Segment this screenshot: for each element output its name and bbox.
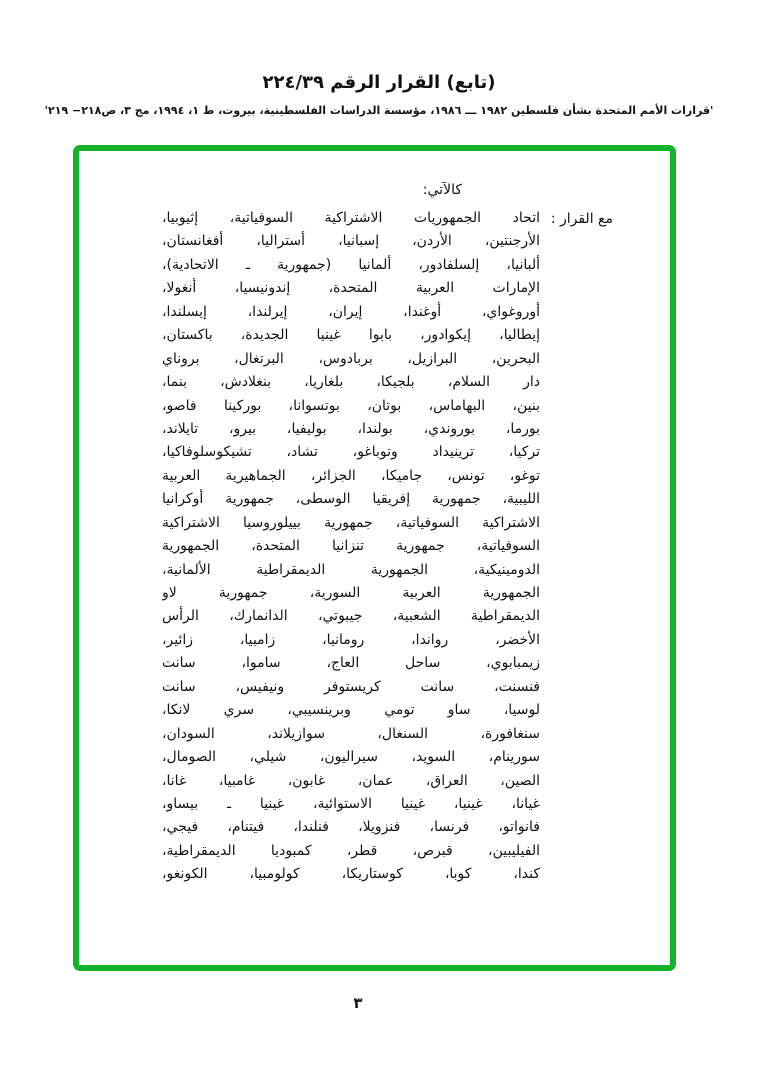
country-list-line: البحرين، البرازيل، بربادوس، البرتغال، بروناي <box>162 350 540 367</box>
country-list-line: توغو، تونس، جاميكا، الجزائر، الجماهيرية العربية <box>162 467 540 484</box>
country-list-line: الجمهورية العربية السورية، جمهورية لاو <box>162 585 540 601</box>
country-list-line: تركيا، ترينيداد وتوباغو، تشاد، تشيكوسلوفاكيا، <box>162 444 540 461</box>
country-list-line: اتحاد الجمهوريات الاشتراكية السوفياتية، إثيوبيا، <box>162 210 540 226</box>
vote-with-label: مع القرار : <box>550 211 613 227</box>
country-list-line: غيانا، غينيا، غينيا الاستوائية، غينيا ـ بيساو، <box>162 795 540 812</box>
country-list-line: بورما، بوروندي، بولندا، بوليفيا، بيرو، تايلاند، <box>162 420 540 437</box>
country-list-line: زيمبابوي، ساحل العاج، ساموا، سانت <box>162 655 540 672</box>
country-list-line: ألبانيا، إلسلفادور، ألمانيا (جمهورية ـ الاتحادية)، <box>162 256 540 273</box>
country-list-line: فانواتو، فرنسا، فنزويلا، فنلندا، فيتنام، فيجي، <box>162 819 540 836</box>
country-list-line: الأخضر، رواندا، رومانيا، زامبيا، زائير، <box>162 631 540 648</box>
country-list-line: الدومينيكية، الجمهورية الديمقراطية الألمانية، <box>162 561 540 578</box>
country-list-line: سنغافورة، السنغال، سوازيلاند، السودان، <box>162 725 540 742</box>
intro-line: كالآتي: <box>422 182 462 198</box>
country-list-line: لوسيا، ساو تومي وبرينسيبي، سري لانكا، <box>162 702 540 719</box>
country-list-line: أوروغواي، أوغندا، إيران، إيرلندا، إيسلندا، <box>162 303 540 320</box>
country-list-line: الاشتراكية السوفياتية، جمهورية بييلوروسيا الاشتراكية <box>162 514 540 531</box>
country-list <box>162 207 540 887</box>
country-list-line: فنسنت، سانت كريستوفر ونيفيس، سانت <box>162 678 540 695</box>
country-list-line: الديمقراطية الشعبية، جيبوتي، الدانمارك، الرأس <box>162 608 540 625</box>
country-list-line: الأرجنتين، الأردن، إسبانيا، أستراليا، أفغانستان، <box>162 233 540 250</box>
country-list-line: سورينام، السويد، سيراليون، شيلي، الصومال، <box>162 749 540 766</box>
country-list-line: كندا، كوبا، كوستاريكا، كولومبيا، الكونغو، <box>162 866 540 883</box>
country-list-line: الليبية، جمهورية إفريقيا الوسطى، جمهورية أوكرانيا <box>162 491 540 508</box>
country-list-line: الصين، العراق، عمان، غابون، غامبيا، غانا، <box>162 772 540 789</box>
country-list-line: دار السلام، بلجيكا، بلغاريا، بنغلادش، بنما، <box>162 374 540 391</box>
country-list-line: الإمارات العربية المتحدة، إندونيسيا، أنغولا، <box>162 280 540 297</box>
source-citation: 'قرارات الأمم المتحدة بشأن فلسطين ١٩٨٢ ـــ ١٩٨٦، مؤسسة الدراسات الفلسطينية، بيروت، ط ١، ١٩٩٤، مج ٣، ص٢١٨− ٢١٩' <box>44 104 714 117</box>
page-title: (تابع) القرار الرقم ٢٢٤/٣٩ <box>262 72 496 93</box>
page-number: ٣ <box>353 994 363 1012</box>
country-list-line: السوفياتية، جمهورية تنزانيا المتحدة، الجمهورية <box>162 538 540 555</box>
country-list-line: إيطاليا، إيكوادور، بابوا غينيا الجديدة، باكستان، <box>162 327 540 344</box>
country-list-line: بنين، البهاماس، بوتان، بوتسوانا، بوركينا فاصو، <box>162 397 540 414</box>
country-list-line: الفيليبين، قبرص، قطر، كمبوديا الديمقراطية، <box>162 842 540 859</box>
